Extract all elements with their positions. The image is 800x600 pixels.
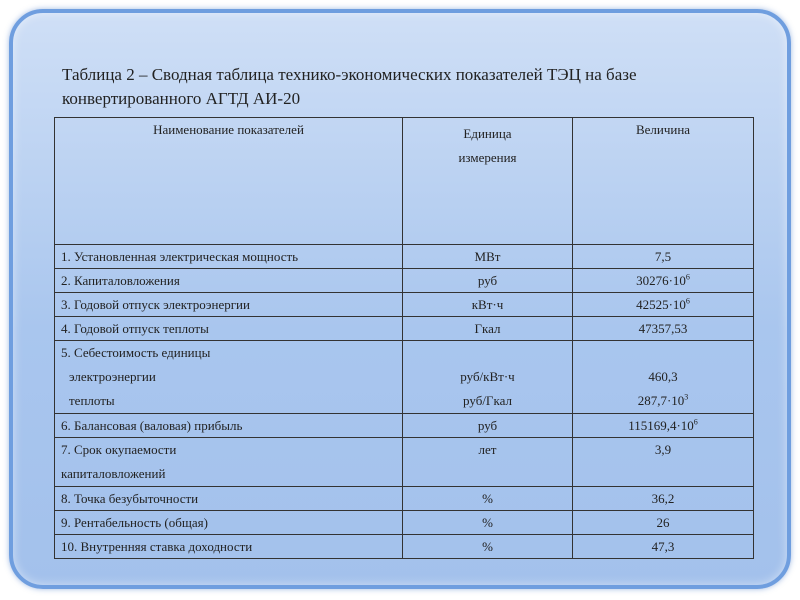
row-value: $30276\cdot 10^6$: [573, 269, 754, 293]
row-value: 36,2: [573, 487, 754, 511]
table-row: [55, 317, 754, 341]
row-unit: руб/кВт·ч руб/Гкал: [403, 341, 573, 414]
row-unit: Гкал: [403, 317, 573, 341]
row-unit: руб: [403, 269, 573, 293]
table-row: [55, 341, 754, 414]
table-row: [55, 438, 754, 487]
row-value: 26: [573, 511, 754, 535]
row-unit: %: [403, 487, 573, 511]
row-value: 460,3 $287,7\cdot 10^3$: [573, 341, 754, 414]
row-value: 3,9: [573, 438, 754, 487]
header-unit-line1: Единица: [463, 126, 512, 141]
row-name: 4. Годовой отпуск теплоты: [55, 317, 403, 341]
row-unit: %: [403, 511, 573, 535]
row-name: 1. Установленная электрическая мощность: [55, 245, 403, 269]
table-row: [55, 487, 754, 511]
row-value: $115169,4\cdot 10^6$: [573, 414, 754, 438]
row-name: 6. Балансовая (валовая) прибыль: [55, 414, 403, 438]
row-name: 5. Себестоимость единицы электроэнергии теплоты: [55, 341, 403, 414]
row-value: 7,5: [573, 245, 754, 269]
table-row: [55, 245, 754, 269]
row-name: 7. Срок окупаемости капиталовложений: [55, 438, 403, 487]
row-unit: %: [403, 535, 573, 559]
row-name: 2. Капиталовложения: [55, 269, 403, 293]
row-name: 3. Годовой отпуск электроэнергии: [55, 293, 403, 317]
row-name: 10. Внутренняя ставка доходности: [55, 535, 403, 559]
row-value: 47,3: [573, 535, 754, 559]
row-value: 47357,53: [573, 317, 754, 341]
table-row: [55, 511, 754, 535]
table-row: [55, 535, 754, 559]
header-value: Величина: [573, 118, 754, 245]
summary-table: [54, 117, 754, 559]
table-row: [55, 293, 754, 317]
row-unit: кВт·ч: [403, 293, 573, 317]
table-row: [55, 269, 754, 293]
row-unit: руб: [403, 414, 573, 438]
table-row: [55, 414, 754, 438]
row-name: 9. Рентабельность (общая): [55, 511, 403, 535]
row-unit: МВт: [403, 245, 573, 269]
table-caption: Таблица 2 – Сводная таблица технико-экономических показателей ТЭЦ на базе конвертированного АГТД АИ-20: [62, 65, 637, 108]
header-unit: [403, 118, 573, 245]
header-unit-line2: измерения: [458, 150, 517, 165]
header-name: Наименование показателей: [55, 118, 403, 245]
table-header-row: [55, 118, 754, 245]
row-name: 8. Точка безубыточности: [55, 487, 403, 511]
row-value: $42525\cdot 10^6$: [573, 293, 754, 317]
row-unit: лет: [403, 438, 573, 487]
